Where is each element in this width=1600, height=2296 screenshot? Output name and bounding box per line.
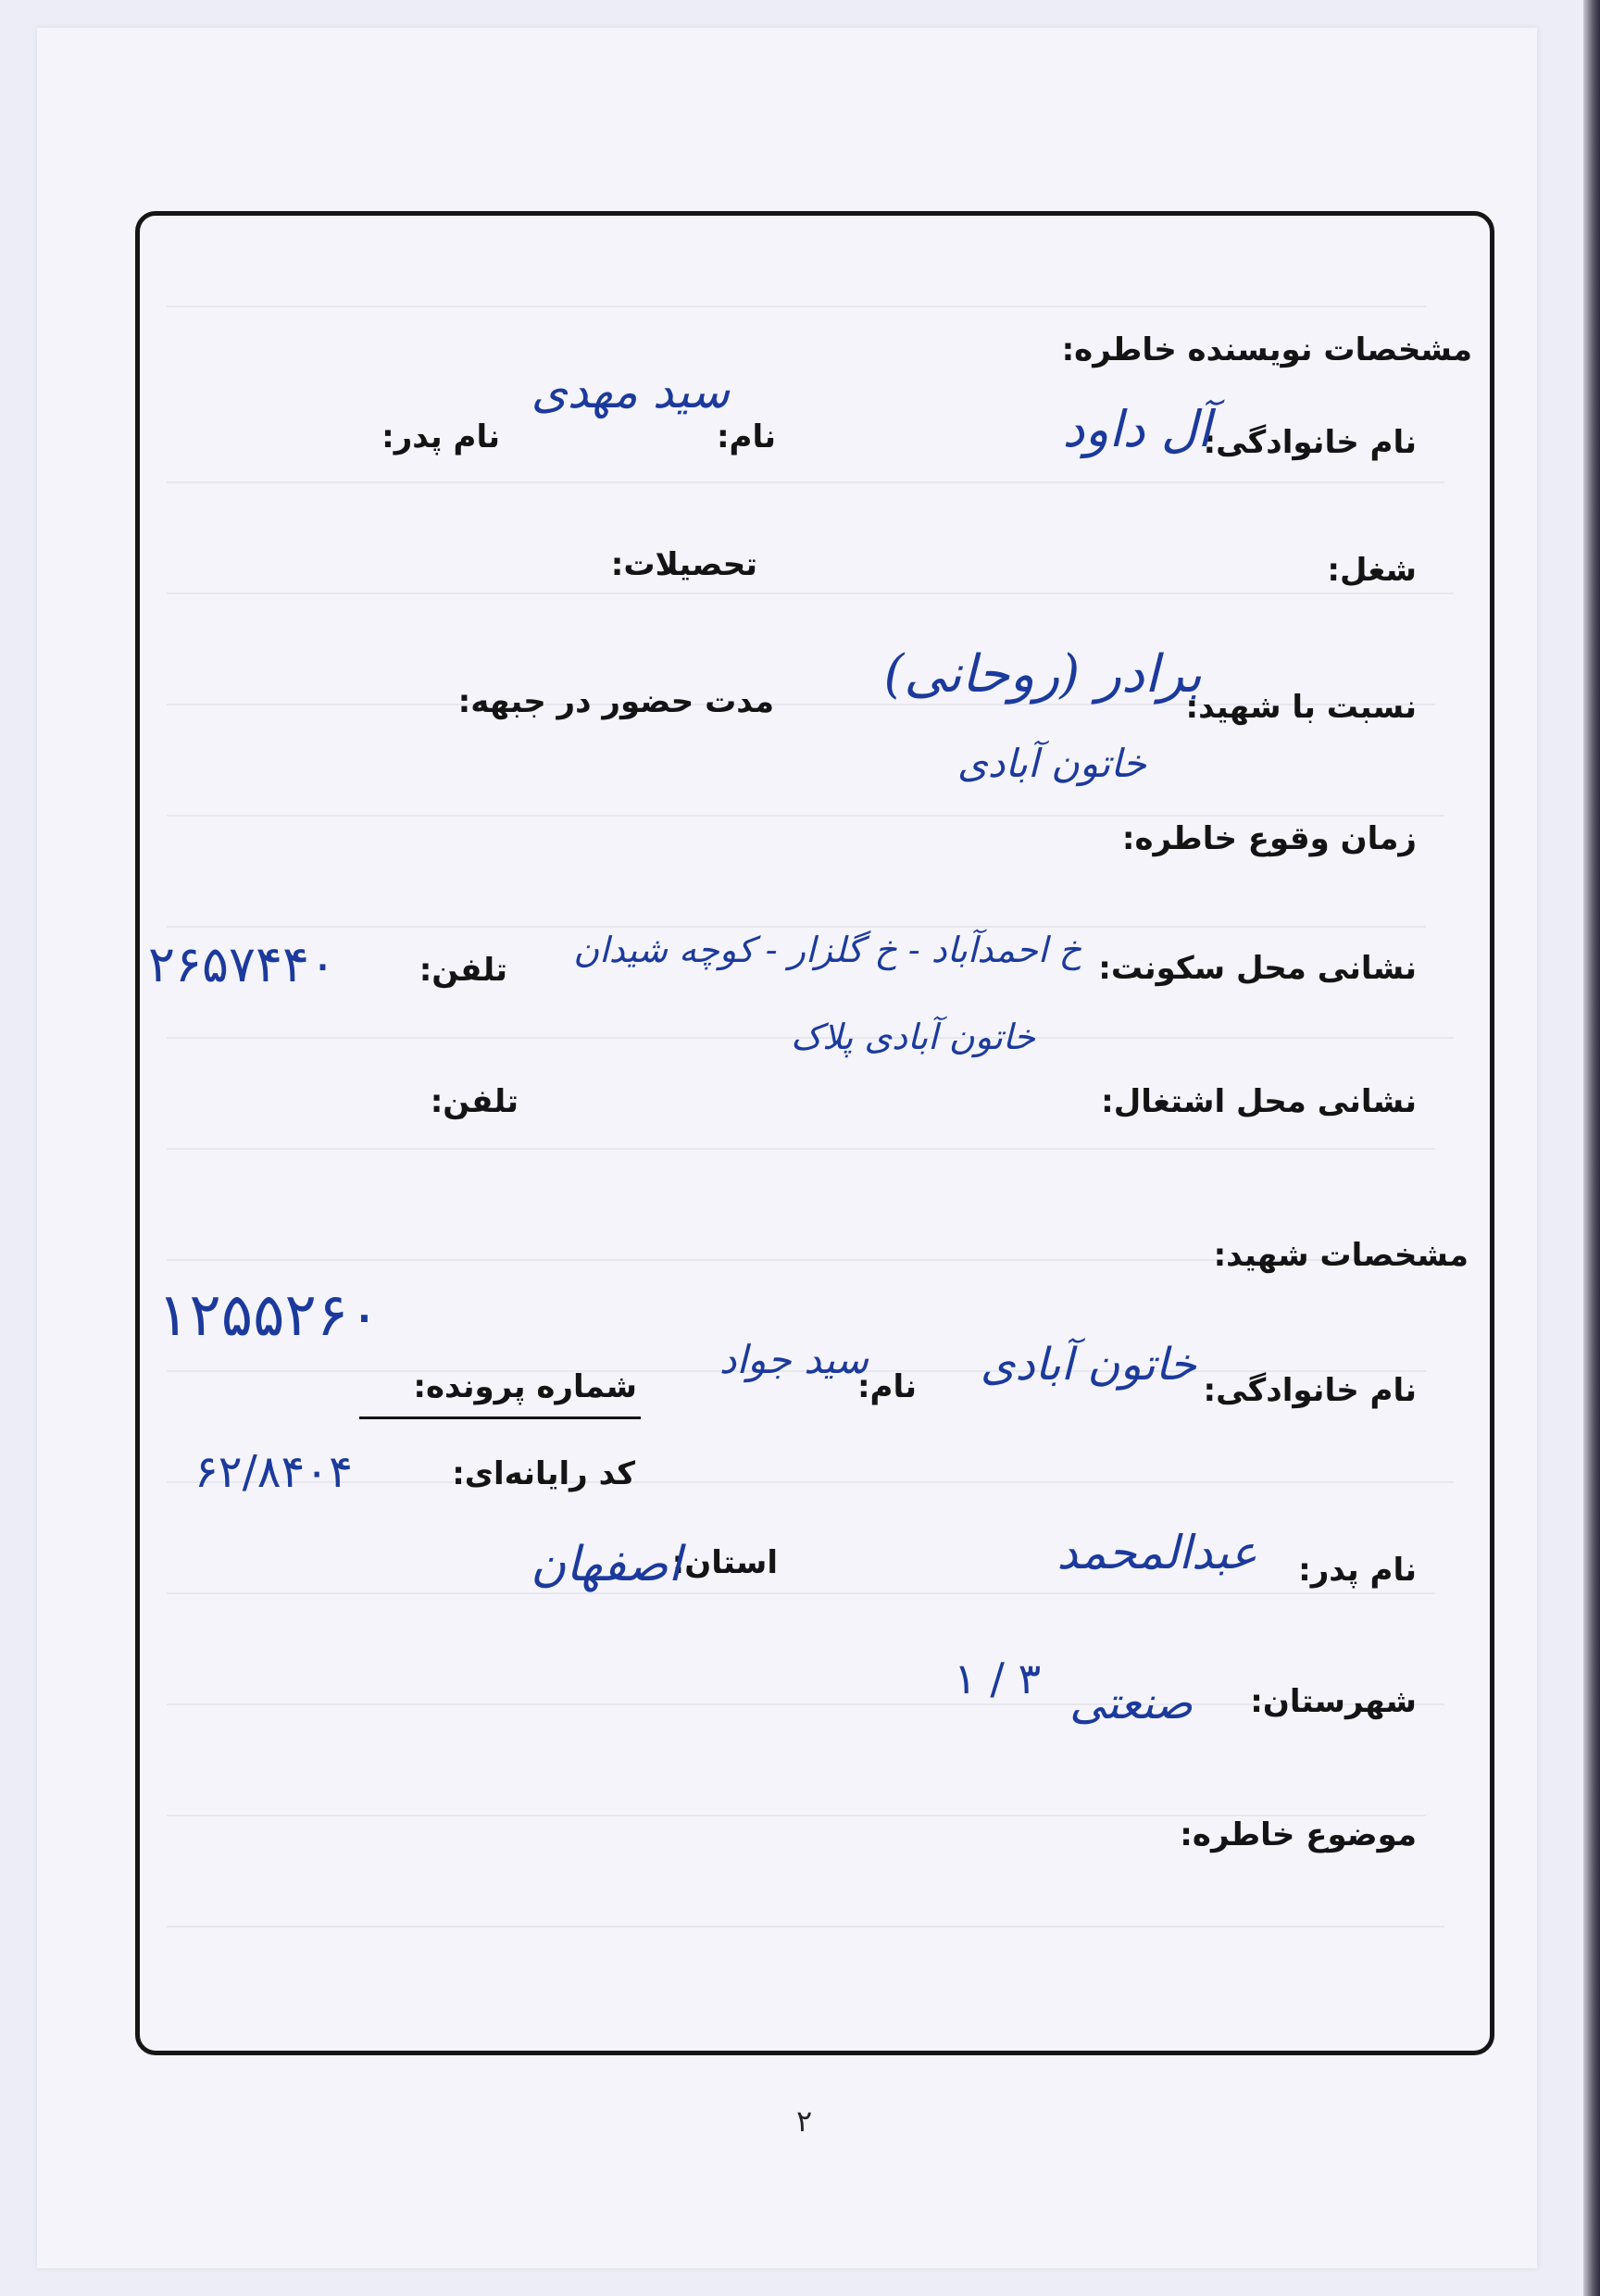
writer-memory-time-label: زمان وقوع خاطره: [1121, 820, 1417, 857]
martyr-city-label: شهرستان: [1250, 1683, 1417, 1720]
writer-home-address-value-2: خاتون آبادی پلاک [791, 1017, 1035, 1057]
writer-home-address-value: خ احمدآباد - خ گلزار - کوچه شیدان [573, 930, 1081, 970]
memory-subject-label: موضوع خاطره: [1180, 1816, 1417, 1853]
page-number: ۲ [796, 2103, 813, 2139]
writer-father-label: نام پدر: [381, 418, 500, 455]
writer-name-value: سید مهدی [531, 365, 730, 418]
writer-work-phone-label: تلفن: [430, 1083, 519, 1120]
writer-education-label: تحصیلات: [610, 546, 757, 583]
book-spine-edge [1583, 0, 1600, 2296]
martyr-computer-code-value: ۶۲/۸۴۰۴ [194, 1446, 353, 1498]
file-number-underline [359, 1416, 641, 1419]
writer-job-label: شغل: [1327, 552, 1417, 589]
writer-name-label: نام: [716, 418, 776, 455]
writer-front-duration-label: مدت حضور در جبهه: [457, 683, 774, 720]
martyr-father-label: نام پدر: [1298, 1552, 1417, 1589]
writer-relation-value: برادر (روحانی) [883, 644, 1202, 705]
martyr-name-label: نام: [856, 1368, 917, 1405]
martyr-city-value: صنعتی [1069, 1678, 1193, 1729]
martyr-province-value: اصفهان [531, 1537, 681, 1592]
martyr-city-value-2: ۳ / ۱ [954, 1653, 1042, 1703]
writer-home-address-label: نشانی محل سکونت: [1098, 950, 1417, 987]
section-title-writer: مشخصات نویسنده خاطره: [1061, 331, 1472, 368]
writer-relation-label: نسبت با شهید: [1185, 689, 1417, 726]
section-title-martyr: مشخصات شهید: [1213, 1237, 1469, 1274]
martyr-province-label: استان: [671, 1544, 778, 1581]
writer-family-value: آل داود [1062, 400, 1211, 458]
martyr-family-label: نام خانوادگی: [1203, 1372, 1417, 1409]
writer-family-label: نام خانوادگی: [1203, 424, 1417, 461]
martyr-computer-code-label: کد رایانه‌ای: [452, 1455, 635, 1492]
martyr-father-value: عبدالمحمد [1056, 1526, 1257, 1579]
martyr-file-value: ۱۲۵۵۲۶۰ [157, 1281, 381, 1350]
writer-home-phone-value: ۲۶۵۷۴۴۰ [148, 935, 337, 993]
martyr-family-value: خاتون آبادی [980, 1339, 1196, 1391]
form-frame [135, 211, 1494, 2055]
martyr-file-label: شماره پرونده: [413, 1368, 637, 1405]
writer-work-address-label: نشانی محل اشتغال: [1101, 1083, 1417, 1120]
writer-home-phone-label: تلفن: [419, 952, 507, 989]
martyr-name-value: سید جواد [719, 1337, 869, 1382]
writer-relation-value-2: خاتون آبادی [956, 741, 1146, 786]
